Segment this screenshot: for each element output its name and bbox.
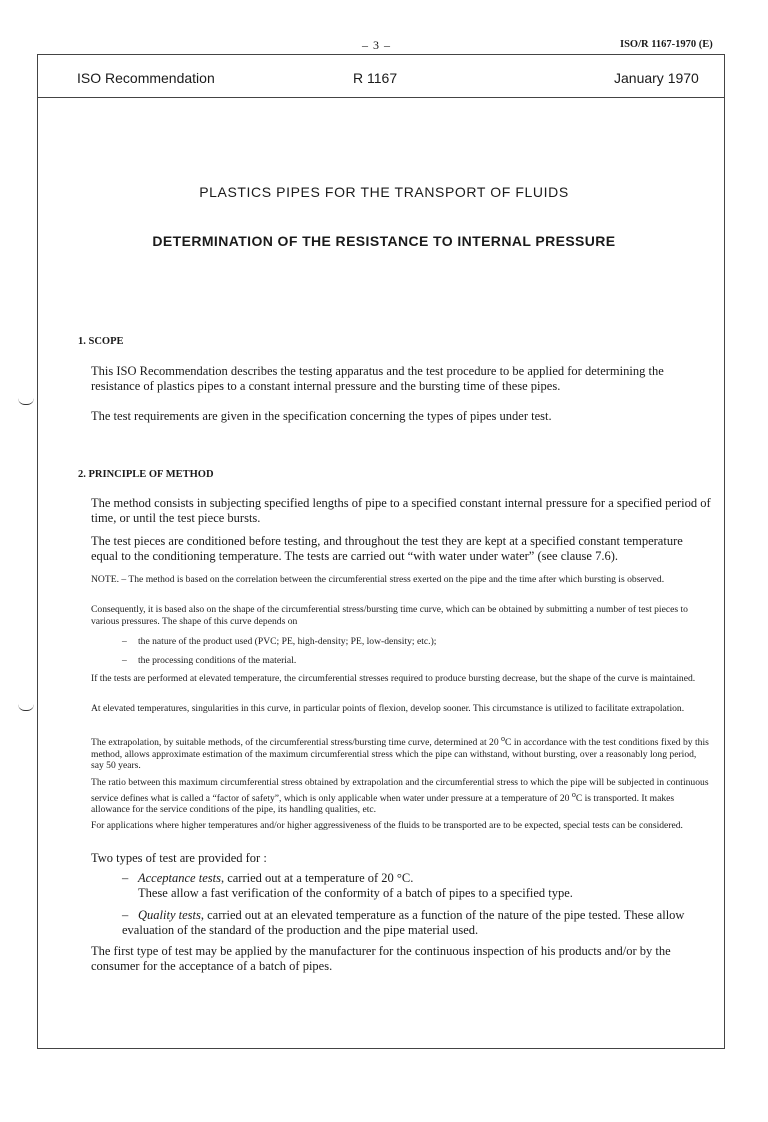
test-types-intro: Two types of test are provided for : xyxy=(91,851,267,865)
degree-sign: o xyxy=(501,734,506,743)
principle-paragraph-1: The method consists in subjecting specified lengths of pipe to a specified constant internal pressure for a specified period of time, or until the test piece bursts. xyxy=(91,496,711,525)
note-extrapolation: The extrapolation, by suitable methods, of the circumferential stress/bursting time curve, determined at 20 $^o$C in accordance with the test conditions fixed by this method, allows approximate estimation of the maximum circumferential stress which the pipe can withstand, without bursting, over a reasonably long period, say 50 years. xyxy=(91,734,709,772)
document-reference: ISO/R 1167-1970 (E) xyxy=(620,39,713,50)
note-paragraph: NOTE. – The method is based on the correlation between the circumferential stress exerted on the pipe and the time after which bursting is observed. xyxy=(91,574,665,585)
header-right: January 1970 xyxy=(614,70,699,86)
dash-glyph: – xyxy=(122,871,129,885)
list-item: – the processing conditions of the material. xyxy=(122,655,297,666)
degree-sign: o xyxy=(571,789,576,799)
note-elevated-temperature: If the tests are performed at elevated temperature, the circumferential stresses required to produce bursting decrease, but the shape of the curve is maintained. xyxy=(91,673,696,684)
header-left: ISO Recommendation xyxy=(77,70,215,86)
final-paragraph: The first type of test may be applied by the manufacturer for the continuous inspection of his products and/or by the consumer for the acceptance of a batch of pipes. xyxy=(91,944,671,973)
title-line-2: DETERMINATION OF THE RESISTANCE TO INTERNAL PRESSURE xyxy=(152,233,616,249)
dash-glyph: – xyxy=(122,636,127,647)
dash-glyph: – xyxy=(122,908,129,922)
list-item: – the nature of the product used (PVC; PE, high-density; PE, low-density; etc.); xyxy=(122,636,437,647)
margin-mark xyxy=(18,704,34,711)
scope-paragraph-1: This ISO Recommendation describes the testing apparatus and the test procedure to be applied for determining the resistance of plastics pipes to a constant internal pressure and the bursting time of these pipes. xyxy=(91,364,664,393)
scope-paragraph-2: The test requirements are given in the specification concerning the types of pipes under test. xyxy=(91,409,552,423)
note-special-tests: For applications where higher temperatures and/or higher aggressiveness of the fluids to be transported are to be expected, special tests can be considered. xyxy=(91,820,683,831)
section-2-heading: 2. PRINCIPLE OF METHOD xyxy=(78,469,214,480)
dash-glyph: – xyxy=(122,655,127,666)
header-center: R 1167 xyxy=(353,70,398,86)
note-factor-of-safety: The ratio between this maximum circumferential stress obtained by extrapolation and the circumferential stress to which the pipe will be subjected in continuous service defines what is called a “factor of safety”, which is only applicable when water under pressure at a temperature of 20 $^o$C is transported. It makes allowance for the service conditions of the pipe, its handling qualities, etc. xyxy=(91,777,709,816)
list-item-acceptance: – Acceptance tests, carried out at a temperature of 20 °C. These allow a fast verification of the conformity of a batch of pipes to a specified type. xyxy=(122,871,573,900)
note-curve-shape: Consequently, it is based also on the shape of the circumferential stress/bursting time curve, which can be obtained by submitting a number of test pieces to various pressures. The shape of this curve depends on xyxy=(91,604,688,627)
list-item-quality: – Quality tests, carried out at an elevated temperature as a function of the nature of the pipe tested. These allow evaluation of the standard of the production and the pipe material used. xyxy=(122,908,685,937)
title-line-1: PLASTICS PIPES FOR THE TRANSPORT OF FLUIDS xyxy=(199,184,569,200)
principle-paragraph-2: The test pieces are conditioned before testing, and throughout the test they are kept at a specified constant temperature equal to the conditioning temperature. The tests are carried out “with water under water” (see clause 7.6). xyxy=(91,534,683,563)
page-number: – 3 – xyxy=(362,38,391,52)
section-1-heading: 1. SCOPE xyxy=(78,336,124,347)
margin-mark xyxy=(18,398,34,405)
header-divider xyxy=(37,97,725,98)
note-singularities: At elevated temperatures, singularities in this curve, in particular points of flexion, develop sooner. This circumstance is utilized to facilitate extrapolation. xyxy=(91,703,685,714)
